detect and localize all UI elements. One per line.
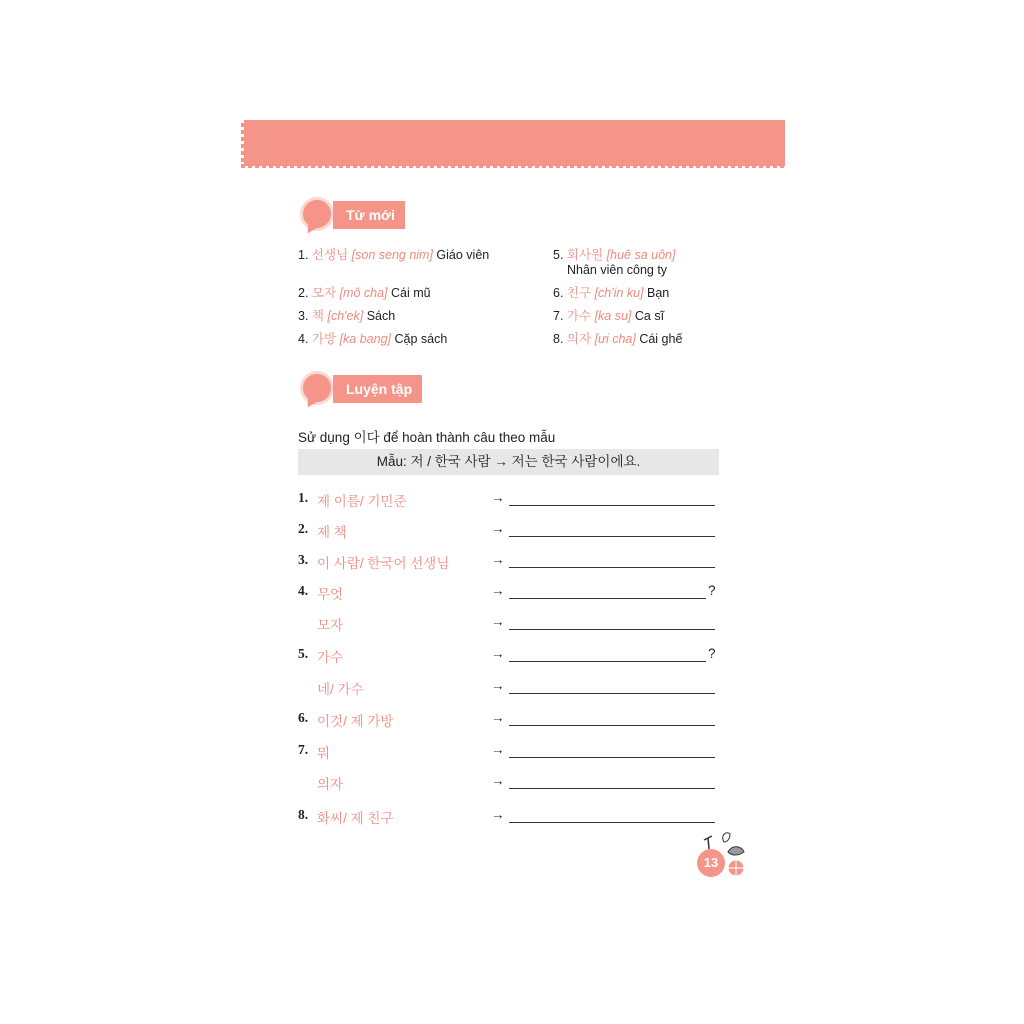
exercise-prompt: 가수 xyxy=(317,650,344,665)
exercise-row: 1. 제 이름/ 기민준 → xyxy=(298,490,728,510)
exercise-instruction: Sử dụng 이다 để hoàn thành câu theo mẫu xyxy=(298,430,556,445)
question-mark: ? xyxy=(708,583,716,598)
vocab-item: 6. 친구 [ch'in ku] Bạn xyxy=(553,286,670,300)
exercise-row xyxy=(298,614,728,634)
arrow-icon: → xyxy=(491,583,505,598)
exercise-row xyxy=(298,773,728,793)
answer-blank[interactable] xyxy=(509,505,715,506)
arrow-icon: → xyxy=(491,490,505,505)
exercise-row: 3. 이 사람/ 한국어 선생님 → xyxy=(298,552,728,572)
vocab-item: 1. 선생님 [son seng nim] Giáo viên xyxy=(298,248,490,262)
exercise-row: 5. 가수 → ? xyxy=(298,646,716,665)
arrow-icon: → xyxy=(491,614,505,629)
answer-blank[interactable] xyxy=(509,598,706,599)
exercise-prompt: 뭐 xyxy=(317,746,331,761)
answer-blank[interactable] xyxy=(509,757,715,758)
header-banner xyxy=(241,120,785,166)
exercise-prompt: 이 사람/ 한국어 선생님 xyxy=(317,556,450,571)
arrow-icon: → xyxy=(491,552,505,567)
speech-bubble-icon xyxy=(300,197,334,231)
practice-section-title: Luyện tập xyxy=(333,375,422,403)
example-box: Mẫu: 저 / 한국 사람 → 저는 한국 사람이에요. xyxy=(298,449,719,475)
exercise-prompt: 화씨/ 제 친구 xyxy=(317,811,394,826)
exercise-row: 6. 이것/ 제 가방 → xyxy=(298,710,728,730)
exercise-row: 4. 무엇 → ? xyxy=(298,583,716,602)
exercise-row xyxy=(298,678,728,698)
vocab-item: 8. 의자 [ưi cha] Cái ghế xyxy=(553,332,683,346)
answer-blank[interactable] xyxy=(509,536,715,537)
exercise-row: 2. 제 책 → xyxy=(298,521,728,541)
arrow-icon: → xyxy=(491,773,505,788)
answer-blank[interactable] xyxy=(509,693,715,694)
answer-blank[interactable] xyxy=(509,725,715,726)
vocab-item: 4. 가방 [ka bang] Cặp sách xyxy=(298,332,448,346)
answer-blank[interactable] xyxy=(509,822,715,823)
exercise-prompt: 의자 xyxy=(317,777,344,792)
arrow-icon: → xyxy=(491,646,505,661)
exercise-row: 8. 화씨/ 제 친구 → xyxy=(298,807,728,827)
arrow-icon: → xyxy=(491,678,505,693)
answer-blank[interactable] xyxy=(509,629,715,630)
exercise-prompt: 제 이름/ 기민준 xyxy=(317,494,407,509)
answer-blank[interactable] xyxy=(509,661,706,662)
page-number: 13 xyxy=(697,849,725,877)
vocab-section-title: Từ mới xyxy=(333,201,405,229)
arrow-icon: → xyxy=(491,710,505,725)
exercise-prompt: 네/ 가수 xyxy=(317,682,364,697)
exercise-prompt: 제 책 xyxy=(317,525,347,540)
fruit-decoration-icon xyxy=(700,830,750,880)
arrow-icon: → xyxy=(491,807,505,822)
exercise-prompt: 무엇 xyxy=(317,587,344,602)
vocab-item: 2. 모자 [mô cha] Cái mũ xyxy=(298,286,431,300)
vocab-item: 7. 가수 [ka su] Ca sĩ xyxy=(553,309,665,323)
answer-blank[interactable] xyxy=(509,567,715,568)
arrow-icon: → xyxy=(491,521,505,536)
answer-blank[interactable] xyxy=(509,788,715,789)
vocab-item: 5. 회사원 [huê sa uôn] Nhân viên công ty xyxy=(553,248,676,277)
exercise-prompt: 이것/ 제 가방 xyxy=(317,714,394,729)
exercise-prompt: 모자 xyxy=(317,618,344,633)
exercise-row: 7. 뭐 → xyxy=(298,742,728,762)
vocab-item: 3. 책 [ch'ek] Sách xyxy=(298,309,396,323)
speech-bubble-icon xyxy=(300,371,334,405)
question-mark: ? xyxy=(708,646,716,661)
arrow-icon: → xyxy=(491,742,505,757)
